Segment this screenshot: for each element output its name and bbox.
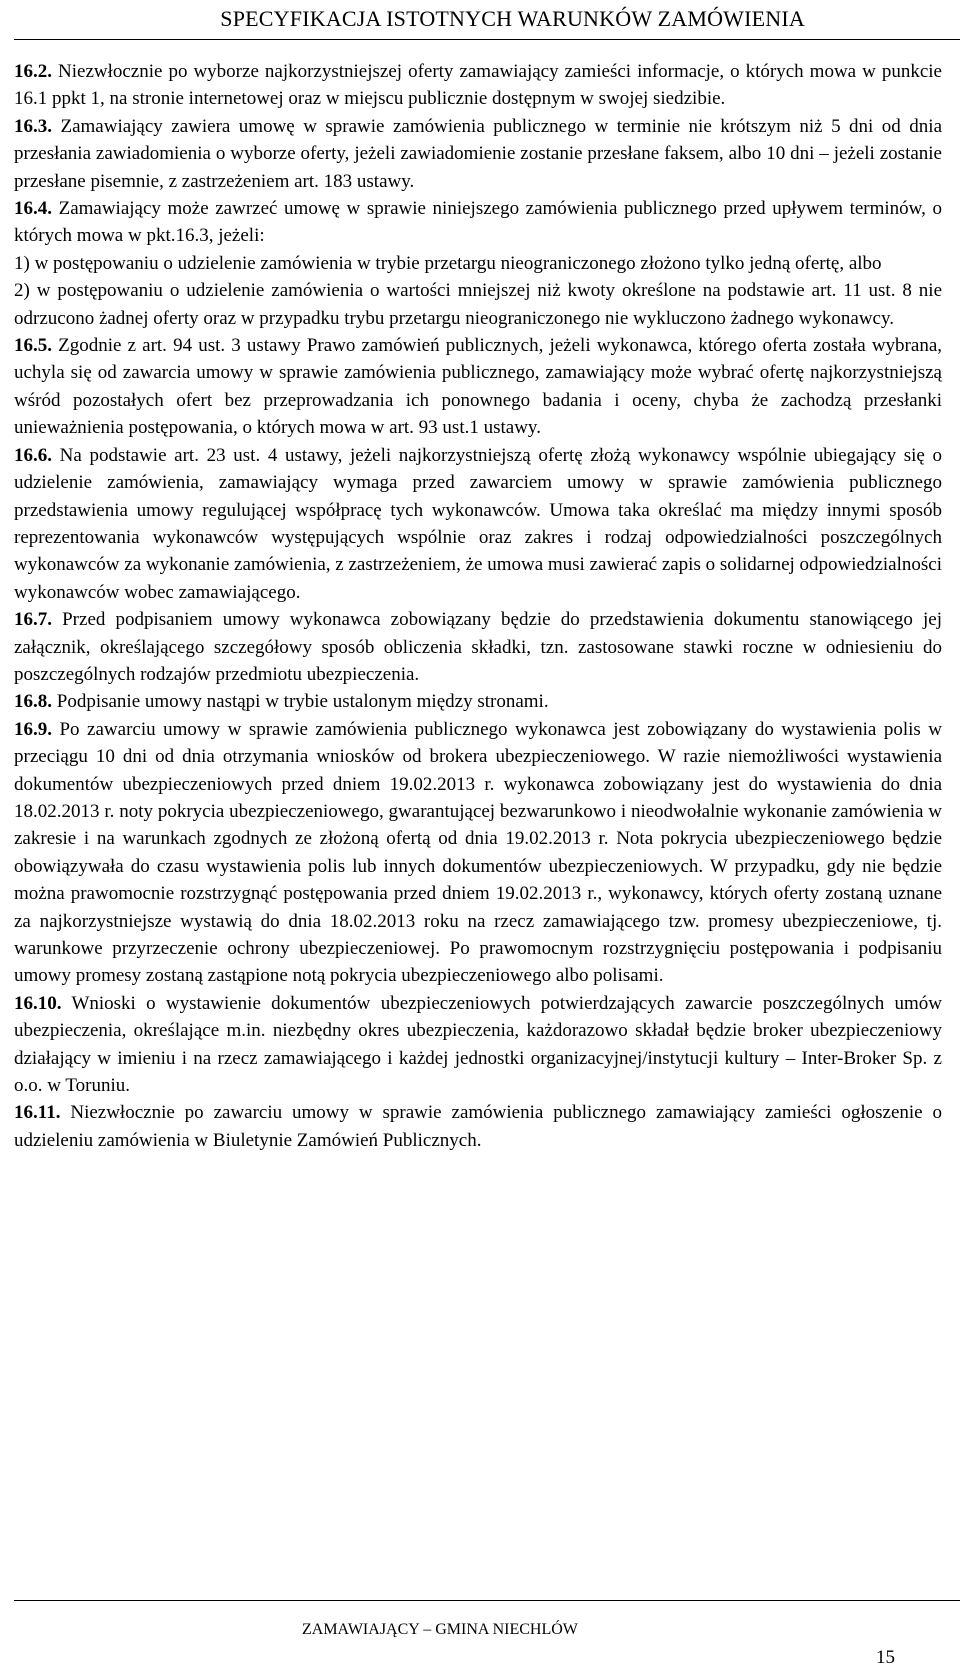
section-16-8 [14, 688, 942, 715]
footer-divider [14, 1600, 960, 1601]
list-item-2 [14, 277, 942, 332]
section-16-11 [14, 1099, 942, 1154]
footer-text: ZAMAWIAJĄCY – GMINA NIECHLÓW [302, 1621, 578, 1638]
section-text: Zamawiający może zawrzeć umowę w sprawie niniejszego zamówienia publicznego przed upływem terminów, o których mowa w pkt.16.3, jeżeli: [14, 198, 942, 247]
list-item-text: 1) w postępowaniu o udzielenie zamówienia w trybie przetargu nieograniczonego złożono tylko jedną ofertę, albo [14, 252, 882, 274]
section-number: 16.8. [14, 691, 52, 713]
section-number: 16.3. [14, 115, 52, 137]
section-text: Zamawiający zawiera umowę w sprawie zamówienia publicznego w terminie nie krótszym niż 5 dni od dnia przesłania zawiadomienia o wyborze oferty, jeżeli zawiadomienie zostanie przesłane faksem, albo 10 dni – jeżeli zostanie przesłane pisemnie, z zastrzeżeniem art. 183 ustawy. [14, 115, 942, 192]
section-16-7 [14, 606, 942, 688]
document-title: SPECYFIKACJA ISTOTNYCH WARUNKÓW ZAMÓWIENIA [220, 6, 805, 31]
section-16-2 [14, 58, 942, 113]
page-number: 15 [876, 1647, 895, 1668]
section-number: 16.2. [14, 61, 52, 82]
section-text: Zgodnie z art. 94 ust. 3 ustawy Prawo zamówień publicznych, jeżeli wykonawca, którego oferta została wybrana, uchyla się od zawarcia umowy w sprawie zamówienia publicznego, zamawiający może wybrać ofertę najkorzystniejszą wśród pozostałych ofert bez przeprowadzania ich ponownego badania i oceny, chyba że zachodzą przesłanki unieważnienia postępowania, o których mowa w art. 93 ust.1 ustawy. [14, 335, 942, 439]
section-number: 16.9. [14, 718, 52, 740]
section-16-6 [14, 442, 942, 606]
section-16-3 [14, 113, 942, 195]
section-16-5 [14, 332, 942, 442]
section-text: Wnioski o wystawienie dokumentów ubezpieczeniowych potwierdzających zawarcie poszczególnych umów ubezpieczenia, określające m.in. niezbędny okres ubezpieczenia, każdorazowo składał będzie broker ubezpieczeniowy działający w imieniu i na rzecz zamawiającego i każdej jednostki organizacyjnej/instytucji kultury – Inter-Broker Sp. z o.o. w Toruniu. [14, 992, 942, 1097]
list-item-text: 2) w postępowaniu o udzielenie zamówienia o wartości mniejszej niż kwoty określone na podstawie art. 11 ust. 8 nie odrzucono żadnej oferty oraz w przypadku trybu przetargu nieograniczonego nie wykluczono żadnego wykonawcy. [14, 280, 942, 329]
page-header [0, 6, 960, 40]
section-text: Niezwłocznie po zawarciu umowy w sprawie zamówienia publicznego zamawiający zamieści ogłoszenie o udzieleniu zamówienia w Biuletynie Zamówień Publicznych. [14, 1102, 942, 1151]
section-text: Niezwłocznie po wyborze najkorzystniejszej oferty zamawiający zamieści informacje, o których mowa w punkcie 16.1 ppkt 1, na stronie internetowej oraz w miejscu publicznie dostępnym w swojej siedzibie. [14, 61, 942, 110]
section-16-9 [14, 716, 942, 990]
section-text: Po zawarciu umowy w sprawie zamówienia publicznego wykonawca jest zobowiązany do wystawienia polis w przeciągu 10 dni od dnia otrzymania wniosków od brokera ubezpieczeniowego. W razie niemożliwości wystawienia dokumentów ubezpieczeniowych przed dniem 19.02.2013 r. wykonawca zobowiązany jest do wystawienia do dnia 18.02.2013 r. noty pokrycia ubezpieczeniowego, gwarantującej bezwarunkowo i nieodwołalnie wykonanie zamówienia w zakresie i na warunkach zgodnych ze złożoną ofertą od dnia 19.02.2013 r. Nota pokrycia ubezpieczeniowego będzie obowiązywała do czasu wystawienia polis lub innych dokumentów ubezpieczeniowych. W przypadku, gdy nie będzie można prawomocnie rozstrzygnąć postępowania przed dniem 19.02.2013 r., wykonawcy, których oferty zostaną uznane za najkorzystniejsze wystawią do dnia 18.02.2013 roku na rzecz zamawiającego tzw. promesy ubezpieczeniowe, tj. warunkowe przyrzeczenie ochrony ubezpieczeniowej. Po prawomocnym rozstrzygnięciu postępowania i podpisaniu umowy promesy zostaną zastąpione notą pokrycia ubezpieczeniowego albo polisami. [14, 718, 942, 987]
section-number: 16.11. [14, 1102, 61, 1124]
section-16-10 [14, 990, 942, 1100]
list-item-1 [14, 250, 942, 277]
section-number: 16.7. [14, 609, 52, 631]
section-number: 16.5. [14, 335, 52, 357]
section-16-4 [14, 195, 942, 250]
section-number: 16.4. [14, 198, 52, 220]
header-divider [14, 39, 960, 40]
section-number: 16.6. [14, 444, 52, 466]
section-text: Przed podpisaniem umowy wykonawca zobowiązany będzie do przedstawienia dokumentu stanowiącego jej załącznik, określającego szczegółowy sposób obliczenia składki, tzn. zastosowane stawki roczne w odniesieniu do poszczególnych rodzajów przedmiotu ubezpieczenia. [14, 609, 942, 685]
section-number: 16.10. [14, 992, 62, 1014]
document-body [14, 58, 942, 1154]
section-text: Podpisanie umowy nastąpi w trybie ustalonym między stronami. [52, 691, 549, 713]
section-text: Na podstawie art. 23 ust. 4 ustawy, jeżeli najkorzystniejszą ofertę złożą wykonawcy wspólnie ubiegający się o udzielenie zamówienia, zamawiający wymaga przed zawarciem umowy w sprawie zamówienia publicznego przedstawienia umowy regulującej współpracę tych wykonawców. Umowa taka określać ma między innymi sposób reprezentowania wykonawców występujących wspólnie oraz zakres i rodzaj odpowiedzialności poszczególnych wykonawców za wykonanie zamówienia, z zastrzeżeniem, że umowa musi zawierać zapis o solidarnej odpowiedzialności wykonawców wobec zamawiającego. [14, 444, 942, 603]
